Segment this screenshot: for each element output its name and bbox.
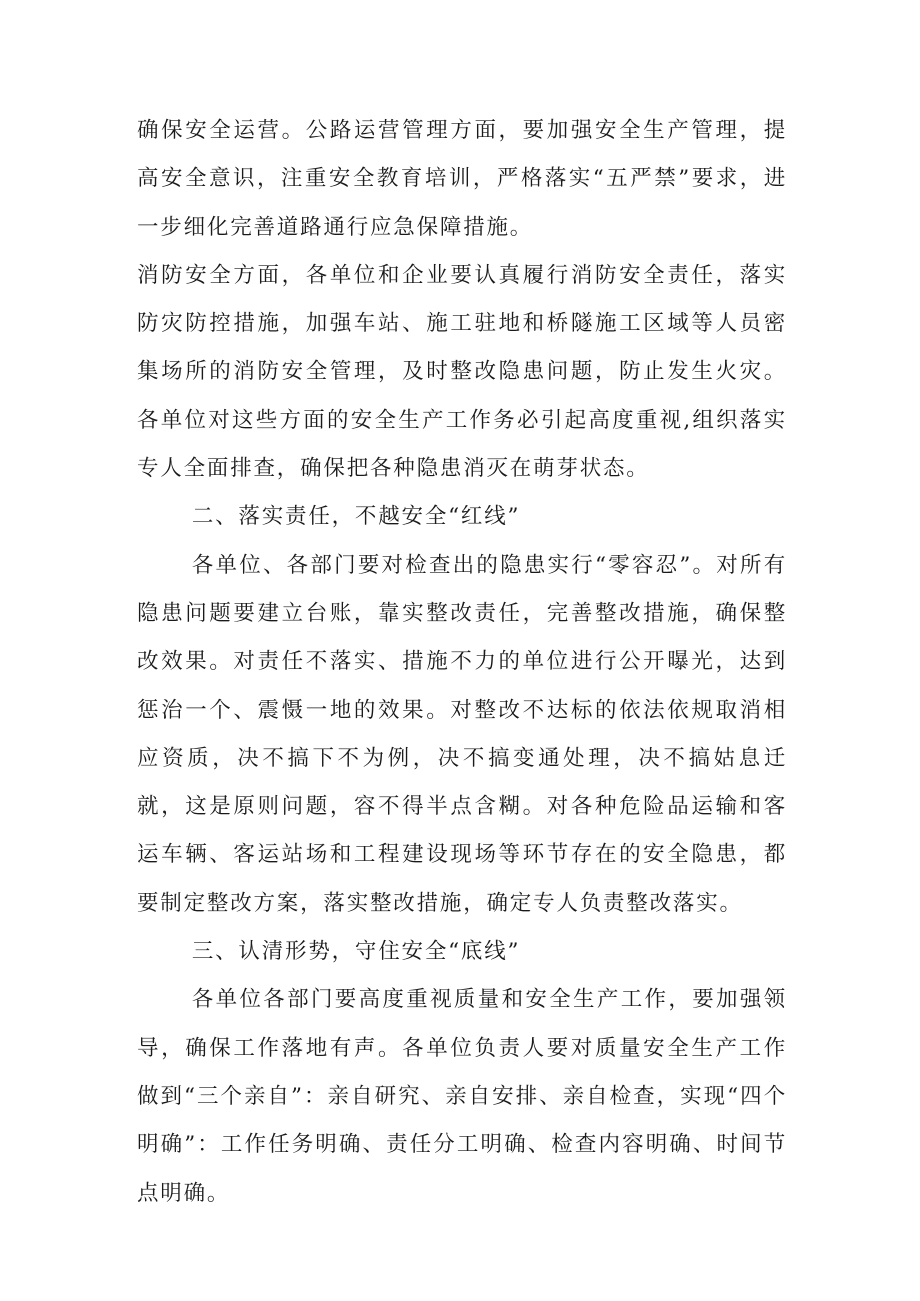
section-heading-three: 三、认清形势，守住安全“底线” <box>191 939 521 965</box>
paragraph-fire-safety: 消防安全方面，各单位和企业要认真履行消防安全责任，落实防灾防控措施，加强车站、施工驻地和桥隧施工区域等人员密集场所的消防安全管理，及时整改隐患问题，防止发生火灾。各单位对这些方面的安全生产工作务必引起高度重视,组织落实专人全面排查，确保把各种隐患消灭在萌芽状态。 <box>137 262 787 482</box>
paragraph-road-operation: 确保安全运营。公路运营管理方面，要加强安全生产管理，提高安全意识，注重安全教育培训，严格落实“五严禁”要求，进一步细化完善道路通行应急保障措施。 <box>137 118 787 240</box>
document-body <box>137 107 787 1218</box>
paragraph-situation: 各单位各部门要高度重视质量和安全生产工作，要加强领导，确保工作落地有声。各单位负责人要对质量安全生产工作做到“三个亲自”：亲自研究、亲自安排、亲自检查，实现“四个明确”：工作任务明确、责任分工明确、检查内容明确、时间节点明确。 <box>137 987 787 1206</box>
paragraph-responsibility: 各单位、各部门要对检查出的隐患实行“零容忍”。对所有隐患问题要建立台账，靠实整改责任，完善整改措施，确保整改效果。对责任不落实、措施不力的单位进行公开曝光，达到惩治一个、震慑一地的效果。对整改不达标的依法依规取消相应资质，决不搞下不为例，决不搞变通处理，决不搞姑息迁就，这是原则问题，容不得半点含糊。对各种危险品运输和客运车辆、客运站场和工程建设现场等环节存在的安全隐患，都要制定整改方案，落实整改措施，确定专人负责整改落实。 <box>137 552 787 916</box>
section-heading-two: 二、落实责任，不越安全“红线” <box>191 504 521 530</box>
